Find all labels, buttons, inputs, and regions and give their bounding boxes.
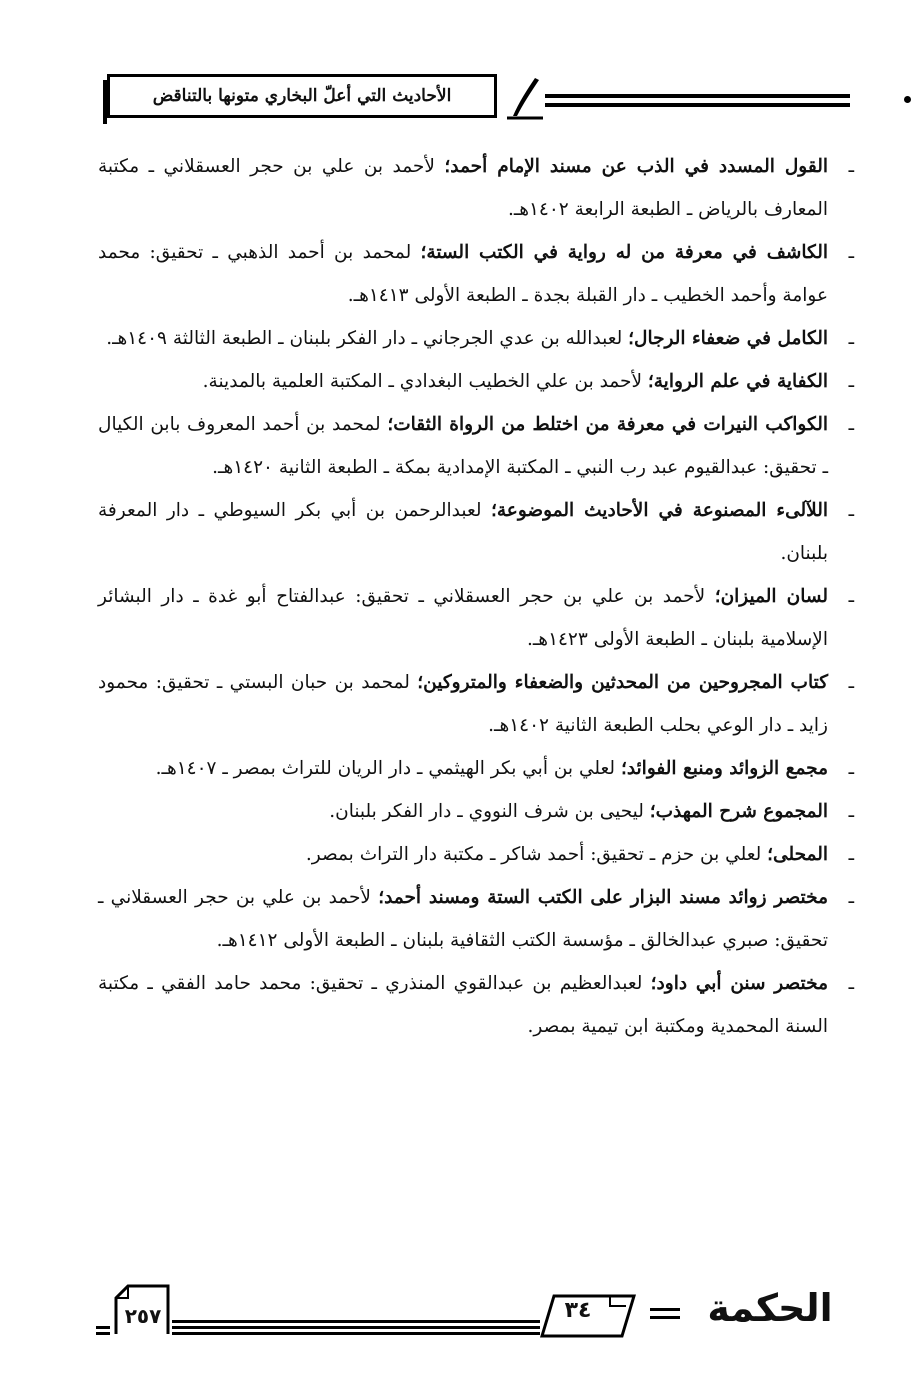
bibliography-entry [98, 360, 854, 403]
bibliography-entry [98, 145, 854, 231]
bibliography-entry [98, 876, 854, 962]
entry-details: لعبدالله بن عدي الجرجاني ـ دار الفكر بلبنان ـ الطبعة الثالثة ١٤٠٩هـ. [106, 328, 629, 349]
entry-bullet: ـ [848, 672, 854, 693]
footer-rule [650, 1308, 680, 1311]
bibliography-entry [98, 747, 854, 790]
entry-title: مختصر زوائد مسند البزار على الكتب الستة ومسند أحمد؛ [378, 887, 828, 908]
entry-details: لعبدالعظيم بن عبدالقوي المنذري ـ تحقيق: محمد حامد الفقي ـ مكتبة السنة المحمدية ومكتبة ابن تيمية بمصر. [98, 973, 828, 1037]
journal-logo: الحكمة [707, 1286, 833, 1330]
bibliography-entry [98, 962, 854, 1048]
entry-title: مختصر سنن أبي داود؛ [650, 973, 828, 994]
bibliography-entry [98, 833, 854, 876]
bibliography-entry [98, 317, 854, 360]
footer-rule [96, 1332, 110, 1335]
entry-details: لمحمد بن أحمد الذهبي ـ تحقيق: محمد عوامة وأحمد الخطيب ـ دار القبلة بجدة ـ الطبعة الأولى ١٤١٣هـ. [98, 242, 828, 306]
entry-title: القول المسدد في الذب عن مسند الإمام أحمد؛ [444, 156, 828, 177]
entry-details: لعلي بن حزم ـ تحقيق: أحمد شاكر ـ مكتبة دار التراث بمصر. [305, 844, 768, 865]
entry-details: لأحمد بن علي بن حجر العسقلاني ـ تحقيق: صبري عبدالخالق ـ مؤسسة الكتب الثقافية بلبنان ـ الطبعة الأولى ١٤١٢هـ. [98, 887, 828, 951]
entry-title: الكفاية في علم الرواية؛ [647, 371, 828, 392]
entry-details: لأحمد بن علي الخطيب البغدادي ـ المكتبة العلمية بالمدينة. [202, 371, 648, 392]
entry-bullet: ـ [848, 973, 854, 994]
entry-details: لعبدالرحمن بن أبي بكر السيوطي ـ دار المعرفة بلبنان. [98, 500, 828, 564]
entry-title: المحلى؛ [767, 844, 828, 865]
entry-title: الكامل في ضعفاء الرجال؛ [628, 328, 828, 349]
bibliography-entry [98, 661, 854, 747]
entry-details: لأحمد بن علي بن حجر العسقلاني ـ تحقيق: عبدالفتاح أبو غدة ـ دار البشائر الإسلامية بلبنان ـ الطبعة الأولى ١٤٢٣هـ. [98, 586, 828, 650]
entry-bullet: ـ [848, 156, 854, 177]
page-footer [0, 1272, 914, 1342]
header-dot [904, 96, 911, 103]
entry-bullet: ـ [848, 758, 854, 779]
issue-number: ٣٤ [564, 1298, 592, 1323]
entry-title: الكاشف في معرفة من له رواية في الكتب الستة؛ [420, 242, 828, 263]
entry-bullet: ـ [848, 371, 854, 392]
entry-bullet: ـ [848, 414, 854, 435]
entry-bullet: ـ [848, 801, 854, 822]
footer-rule [650, 1316, 680, 1319]
bibliography-entry [98, 489, 854, 575]
header-title-box [107, 74, 497, 118]
bibliography-entry [98, 790, 854, 833]
page-number: ٢٥٧ [124, 1304, 162, 1328]
entry-bullet: ـ [848, 242, 854, 263]
running-header [0, 72, 914, 132]
quill-icon [505, 76, 545, 120]
bibliography-entry [98, 403, 854, 489]
entry-title: المجموع شرح المهذب؛ [649, 801, 828, 822]
footer-rule [172, 1326, 540, 1329]
header-rule [545, 94, 850, 112]
entry-details: لعلي بن أبي بكر الهيثمي ـ دار الريان للتراث بمصر ـ ١٤٠٧هـ. [155, 758, 621, 779]
entry-bullet: ـ [848, 887, 854, 908]
entry-bullet: ـ [848, 500, 854, 521]
bibliography-entry [98, 231, 854, 317]
footer-rule [172, 1320, 540, 1323]
entry-details: لأحمد بن علي بن حجر العسقلاني ـ مكتبة المعارف بالرياض ـ الطبعة الرابعة ١٤٠٢هـ. [98, 156, 828, 220]
header-title: الأحاديث التي أعلّ البخاري متونها بالتناقض [152, 86, 452, 106]
entry-title: اللآلىء المصنوعة في الأحاديث الموضوعة؛ [490, 500, 828, 521]
footer-rule [96, 1326, 110, 1329]
entry-title: الكواكب النيرات في معرفة من اختلط من الرواة الثقات؛ [387, 414, 828, 435]
bibliography-entry [98, 575, 854, 661]
entry-title: مجمع الزوائد ومنبع الفوائد؛ [620, 758, 828, 779]
entry-title: لسان الميزان؛ [714, 586, 828, 607]
bibliography-list [98, 145, 854, 1048]
entry-bullet: ـ [848, 328, 854, 349]
entry-details: لمحمد بن أحمد المعروف بابن الكيال ـ تحقيق: عبدالقيوم عبد رب النبي ـ المكتبة الإمدادية بمكة ـ الطبعة الثانية ١٤٢٠هـ. [98, 414, 828, 478]
footer-rule [172, 1332, 540, 1335]
entry-title: كتاب المجروحين من المحدثين والضعفاء والمتروكين؛ [417, 672, 828, 693]
entry-bullet: ـ [848, 844, 854, 865]
entry-details: ليحيى بن شرف النووي ـ دار الفكر بلبنان. [329, 801, 650, 822]
entry-details: لمحمد بن حبان البستي ـ تحقيق: محمود زايد ـ دار الوعي بحلب الطبعة الثانية ١٤٠٢هـ. [98, 672, 828, 736]
entry-bullet: ـ [848, 586, 854, 607]
